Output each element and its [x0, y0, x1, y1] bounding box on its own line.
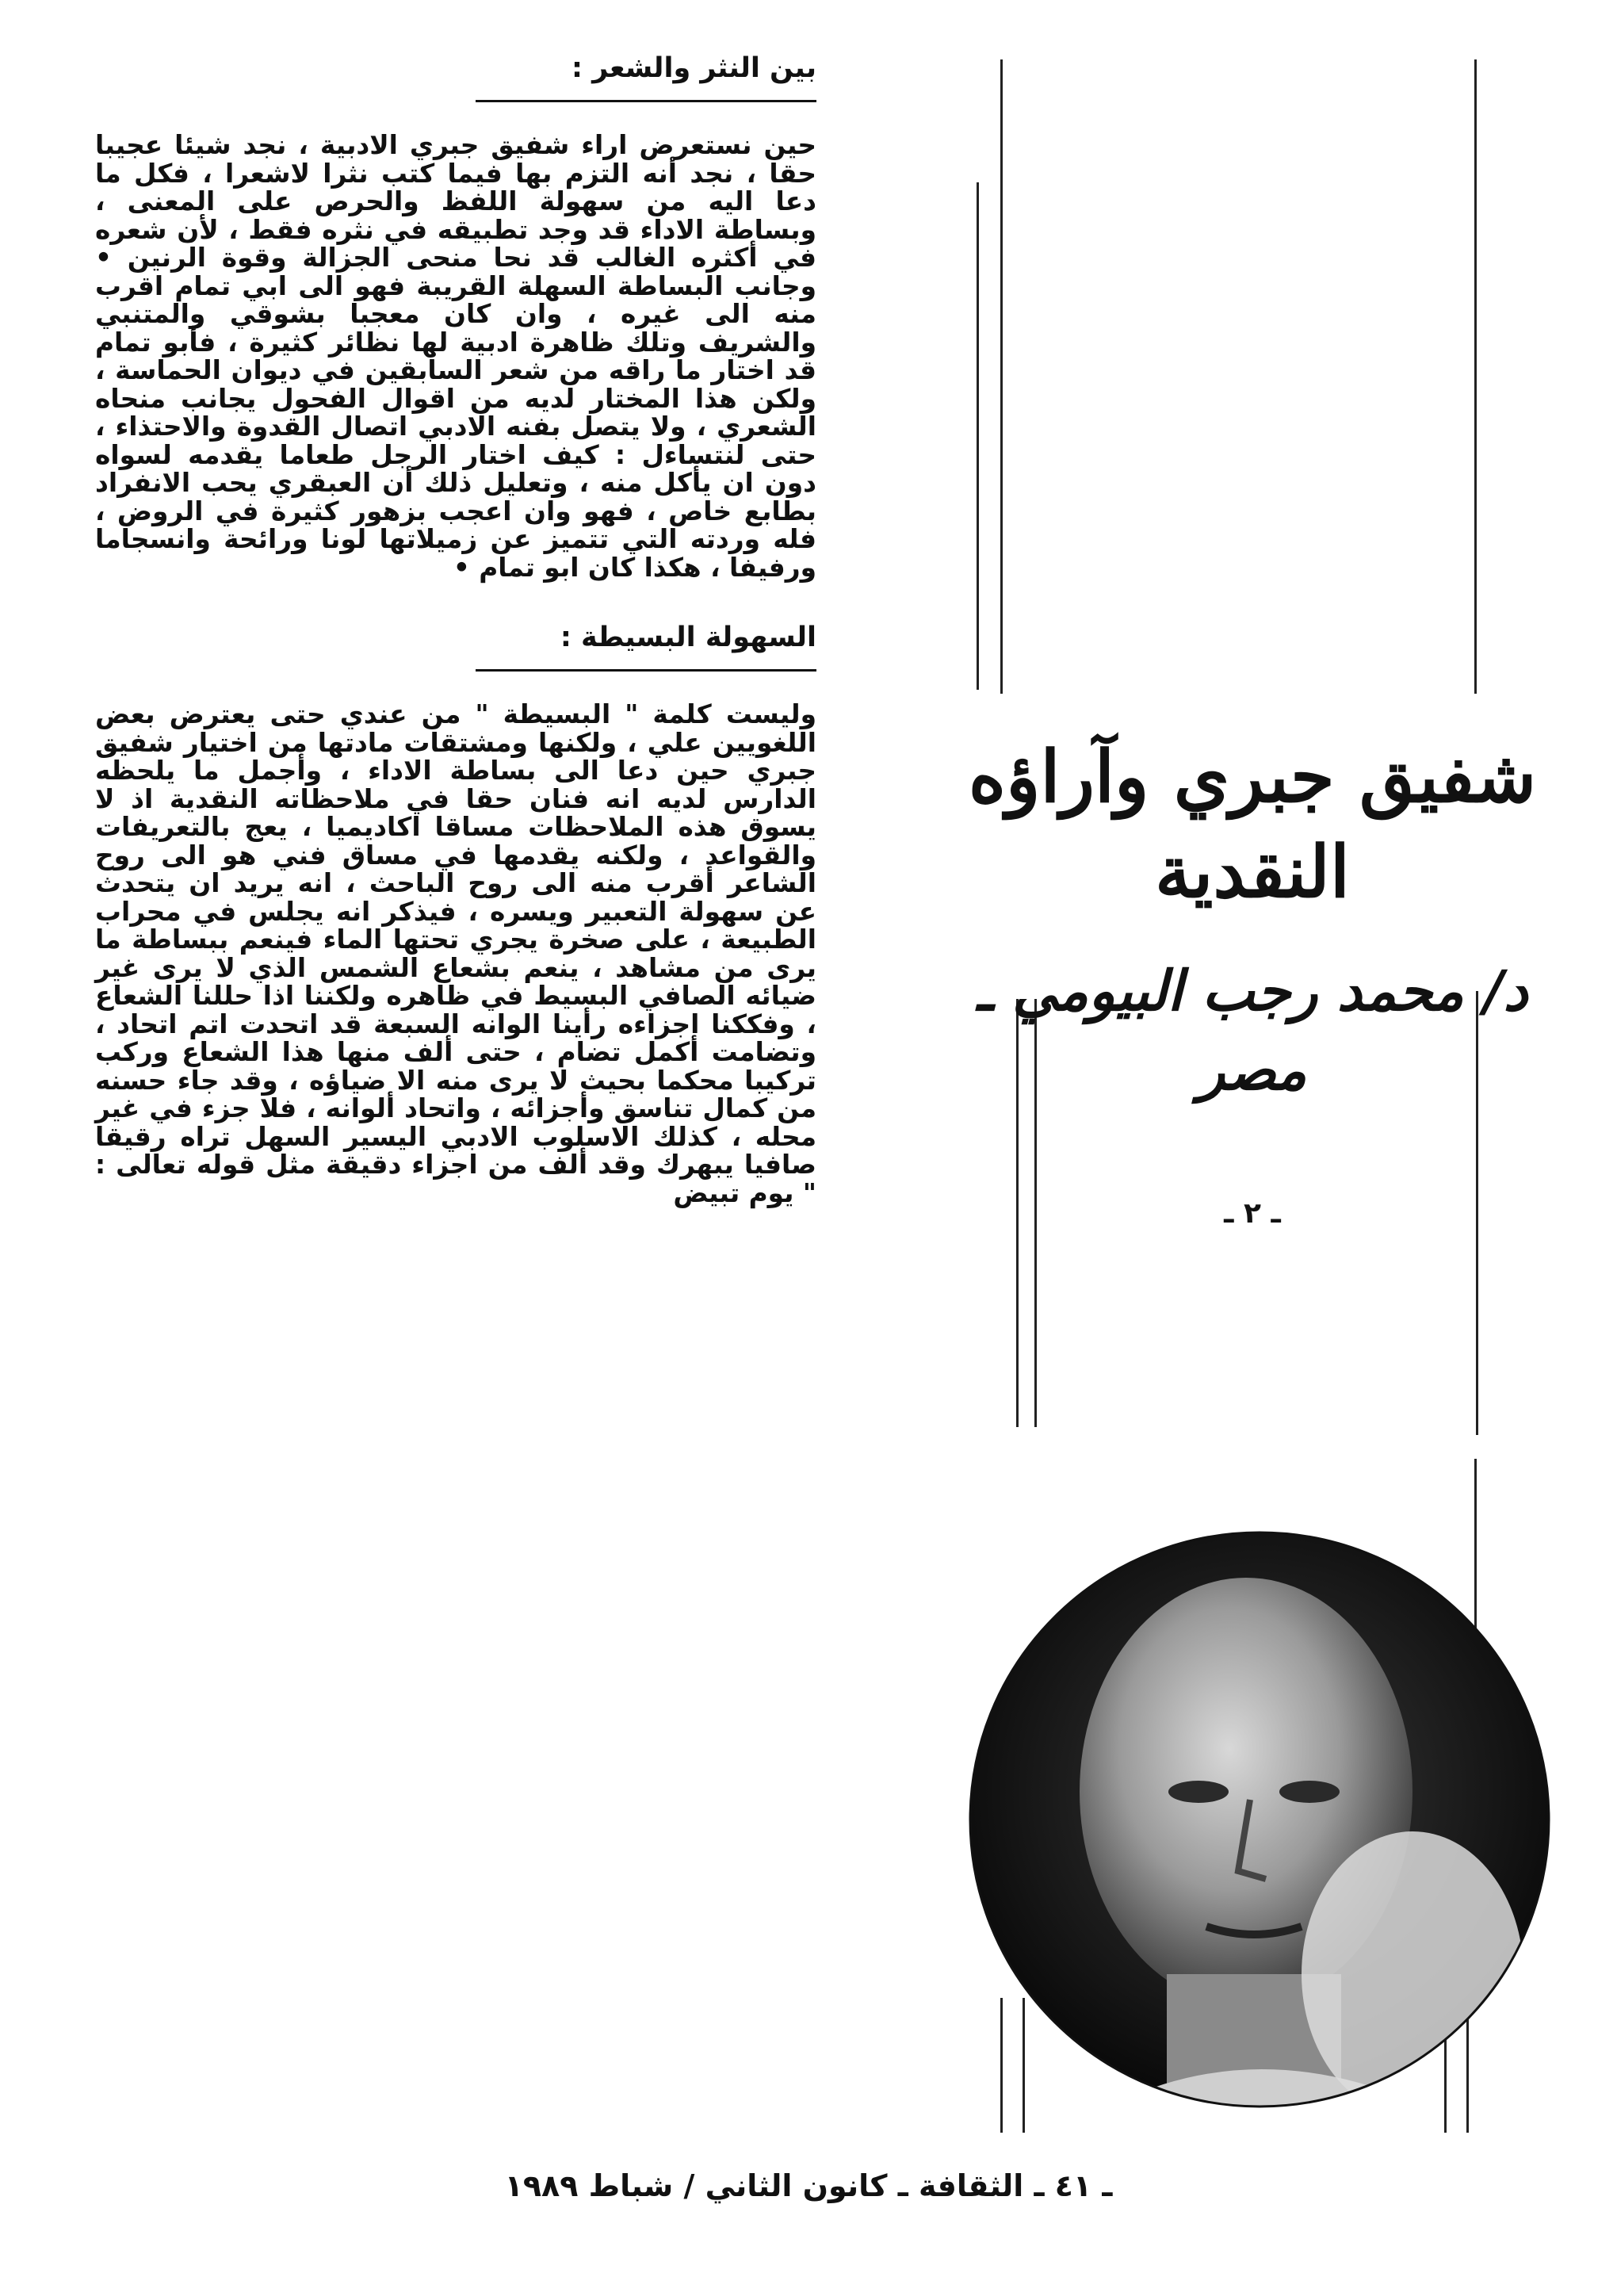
decorative-rule — [1474, 59, 1477, 694]
part-number: ـ ٢ ـ — [1224, 1197, 1281, 1230]
article-title: شفيق جبري وآراؤه النقدية — [968, 735, 1537, 914]
decorative-rule — [1000, 59, 1003, 694]
paragraph-text: حين نستعرض اراء شفيق جبري الادبية ، نجد شيئا عجيبا حقا ، نجد أنه التزم بها فيما كتب نثرا لاشعرا ، فكل ما دعا اليه من سهولة اللفظ والحرص على المعنى ، وبساطة الاداء قد وجد تطبيقه في نثره فقط ، لأن شعره في أكثره الغالب قد نحا منحى الجزالة وقوة الرنين • وجانب البساطة السهلة القريبة فهو الى ابي تمام اقرب منه الى غيره ، وان كان معجبا بشوقي والمتنبي والشريف وتلك ظاهرة ادبية لها نظائر كثيرة ، فأبو تمام قد اختار ما راقه من شعر السابقين في ديوان الحماسة ، ولكن هذا المختار لديه من اقوال الفحول يجانب منحاه الشعري ، ولا يتصل بفنه الادبي اتصال القدوة والاحتذاء ، حتى لنتساءل : كيف اختار الرجل طعاما يقدمه لسواه دون ان يأكل منه ، وتعليل ذلك أن العبقري يحب الانفراد بطابع خاص ، فهو وان اعجب بزهور كثيرة في الروض ، فله وردته التي تتميز عن زميلاتها لونا ورائحة وانسجاما ورفيفا ، هكذا كان ابو تمام • — [95, 130, 816, 583]
article-title-block — [951, 729, 1554, 1230]
section-heading-text: بين النثر والشعر : — [571, 52, 816, 84]
section-heading-text: السهولة البسيطة : — [560, 622, 816, 653]
section-heading-prose-poetry — [95, 48, 816, 114]
paragraph-text: وليست كلمة " البسيطة " من عندي حتى يعترض بعض اللغويين علي ، ولكنها ومشتقات مادتها من اختيار شفيق جبري حين دعا الى بساطة الاداء ، وأجمل ما يلحظه الدارس لديه انه فنان حقا في ملاحظاته النقدية اذ لا يسوق هذه الملاحظات مساقا اكاديميا ، يعج بالتعريفات والقواعد ، ولكنه يقدمها في مساق فني هو الى روح الشاعر أقرب منه الى روح الباحث ، انه يريد ان يتحدث عن سهولة التعبير ويسره ، فيذكر انه يجلس في محراب الطبيعة ، على صخرة يجري تحتها الماء فينعم ببساطة ما يرى من مشاهد ، ينعم بشعاع الشمس الذي لا يرى غير ضيائه الصافي البسيط في ظاهره ولكننا اذا حللنا الشعاع ، وفككنا اجزاءه رأينا الوانه السبعة قد اتحدت اتم اتحاد ، وتضامت أكمل تضام ، حتى ألف منها هذا الشعاع وركب تركيبا محكما بحيث لا يرى منه الا ضياؤه ، وقد جاء حسنه من كمال تناسق وأجزائه ، واتحاد ألوانه ، فلا جزء في غير محله ، كذلك الاسلوب الادبي اليسير السهل تراه رقيقا صافيا يبهرك وقد ألف من اجزاء دقيقة مثل قوله تعالى : " يوم تبيض — [95, 699, 816, 1208]
article-paragraph-2 — [95, 701, 816, 1207]
article-author: د/ محمد رجب البيومي ـ مصر — [977, 958, 1528, 1103]
article-body-column — [95, 48, 816, 1207]
heading-underline — [476, 669, 816, 672]
article-paragraph-1 — [95, 132, 816, 582]
author-portrait-photo — [969, 1530, 1551, 2109]
section-heading-simple-ease — [95, 617, 816, 683]
decorative-rule — [977, 182, 979, 690]
page-footer — [0, 2168, 1617, 2203]
footer-text: ـ ٤١ ـ الثقافة ـ كانون الثاني / شباط ١٩٨٩ — [504, 2168, 1113, 2203]
heading-underline — [476, 100, 816, 102]
